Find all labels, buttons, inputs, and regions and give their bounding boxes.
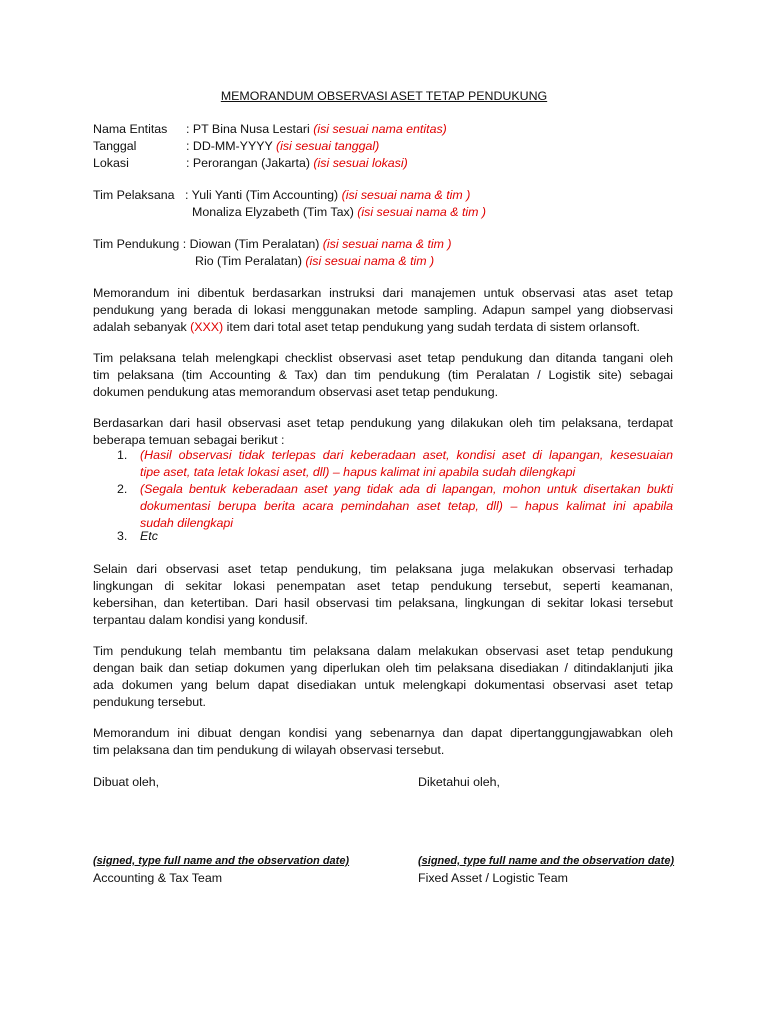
page-title: MEMORANDUM OBSERVASI ASET TETAP PENDUKUNG: [220, 89, 548, 103]
entity-label: Nama Entitas: [93, 122, 168, 136]
signature-left-note: (signed, type full name and the observation date): [93, 855, 350, 867]
paragraph-support: [93, 643, 673, 711]
paragraph-line: kebersihan, dan ketertiban. Dari hasil observasi tim pelaksana, lingkungan di sekitar lokasi tersebut: [93, 596, 673, 610]
location-hint: (isi sesuai lokasi): [313, 156, 408, 170]
finding-line: tipe aset, tata letak lokasi aset, dll) – hapus kalimat ini apabila sudah dilengkapi: [140, 465, 576, 479]
finding-line: Etc: [140, 529, 158, 543]
line-segment: adalah sebanyak: [93, 320, 191, 334]
tim-pendukung-member-2: [195, 253, 434, 270]
date-value-text: : DD-MM-YYYY: [186, 139, 276, 153]
finding-item: [117, 481, 673, 532]
sample-count-placeholder: (XXX): [190, 320, 224, 334]
finding-text: [140, 447, 673, 481]
paragraph-line: lingkungan di sekitar lokasi penempatan aset tetap pendukung tersebut, seperti keamanan,: [93, 579, 673, 593]
paragraph-line: tim pelaksana dan tim pendukung di wilayah observasi tersebut.: [93, 743, 445, 757]
tim-pendukung-label: [93, 236, 452, 253]
location-value: [186, 155, 408, 172]
tim-pendukung-label-text: Tim Pendukung: [93, 237, 180, 251]
finding-line: (Segala bentuk keberadaan aset yang tidak ada di lapangan, mohon untuk disertakan bukti: [140, 482, 673, 496]
finding-text: [140, 481, 673, 532]
finding-number: 2.: [117, 482, 128, 496]
finding-line: sudah dilengkapi: [140, 516, 234, 530]
finding-text: [140, 528, 673, 545]
date-label: Tanggal: [93, 139, 137, 153]
location-value-text: : Perorangan (Jakarta): [186, 156, 314, 170]
finding-number: 3.: [117, 529, 128, 543]
member-hint: (isi sesuai nama & tim ): [322, 237, 452, 251]
tim-pelaksana-member-1: [185, 187, 470, 204]
paragraph-line: dengan baik dan setiap dokumen yang diperlukan oleh tim pelaksana disediakan / ditindaklanjuti jika: [93, 661, 673, 675]
paragraph-findings-intro: [93, 415, 673, 449]
paragraph-line: Memorandum ini dibuat dengan kondisi yang sebenarnya dan dapat dipertanggungjawabkan oleh: [93, 726, 673, 740]
paragraph-intro: [93, 285, 673, 336]
paragraph-line: Berdasarkan dari hasil observasi aset tetap pendukung yang dilakukan oleh tim pelaksana, terdapat: [93, 416, 673, 430]
finding-number: 1.: [117, 448, 128, 462]
paragraph-line: pendukung tersebut.: [93, 695, 206, 709]
entity-hint: (isi sesuai nama entitas): [313, 122, 447, 136]
member-text: Rio (Tim Peralatan): [195, 254, 306, 268]
paragraph-line: ada dokumen yang belum dapat disediakan untuk melengkapi dokumentasi observasi aset tetap: [93, 678, 673, 692]
member-text: : Diowan (Tim Peralatan): [182, 237, 323, 251]
signature-left-heading: Dibuat oleh,: [93, 775, 160, 789]
finding-item: [117, 528, 673, 545]
tim-pelaksana-member-2: [192, 204, 486, 221]
paragraph-line: pendukung yang berada di lokasi menggunakan metode sampling. Adapun sampel yang diobservasi: [93, 303, 673, 317]
paragraph-line: Tim pelaksana telah melengkapi checklist observasi aset tetap pendukung dan ditanda tangani oleh: [93, 351, 673, 365]
paragraph-line: beberapa temuan sebagai berikut :: [93, 433, 285, 447]
paragraph-line: tim pelaksana (tim Accounting & Tax) dan tim pendukung (tim Peralatan / Logistik site) sebagai: [93, 368, 673, 382]
finding-line: (Hasil observasi tidak terlepas dari keberadaan aset, kondisi aset di lapangan, kesesuaian: [140, 448, 673, 462]
member-text: Monaliza Elyzabeth (Tim Tax): [192, 205, 358, 219]
entity-value-text: : PT Bina Nusa Lestari: [186, 122, 314, 136]
member-hint: (isi sesuai nama & tim ): [305, 254, 435, 268]
paragraph-closing: [93, 725, 673, 759]
signature-right-team: Fixed Asset / Logistic Team: [418, 871, 568, 885]
paragraph-line: [93, 319, 673, 336]
signature-right-heading: Diketahui oleh,: [418, 775, 500, 789]
paragraph-line: dokumen pendukung atas memorandum observasi aset tetap pendukung.: [93, 385, 499, 399]
paragraph-line: terpantau dalam kondisi yang kondusif.: [93, 613, 308, 627]
member-text: : Yuli Yanti (Tim Accounting): [185, 188, 342, 202]
location-label: Lokasi: [93, 156, 129, 170]
finding-line: dokumentasi berupa berita acara pemindahan aset tetap, dll) – hapus kalimat ini apabila: [140, 499, 673, 513]
signature-right-note: (signed, type full name and the observation date): [418, 855, 675, 867]
entity-value: [186, 121, 447, 138]
paragraph-line: Selain dari observasi aset tetap pendukung, tim pelaksana juga melakukan observasi terhadap: [93, 562, 673, 576]
paragraph-checklist: [93, 350, 673, 401]
paragraph-line: Tim pendukung telah membantu tim pelaksana dalam melakukan observasi aset tetap pendukung: [93, 644, 673, 658]
signature-left-team: Accounting & Tax Team: [93, 871, 223, 885]
paragraph-environment: [93, 561, 673, 629]
date-hint: (isi sesuai tanggal): [275, 139, 380, 153]
member-hint: (isi sesuai nama & tim ): [341, 188, 471, 202]
date-value: [186, 138, 379, 155]
member-hint: (isi sesuai nama & tim ): [357, 205, 487, 219]
paragraph-line: Memorandum ini dibentuk berdasarkan instruksi dari manajemen untuk observasi atas aset tetap: [93, 286, 673, 300]
finding-item: [117, 447, 673, 481]
tim-pelaksana-label: Tim Pelaksana: [93, 188, 175, 202]
line-segment: item dari total aset tetap pendukung yang sudah terdata di sistem orlansoft.: [223, 320, 640, 334]
